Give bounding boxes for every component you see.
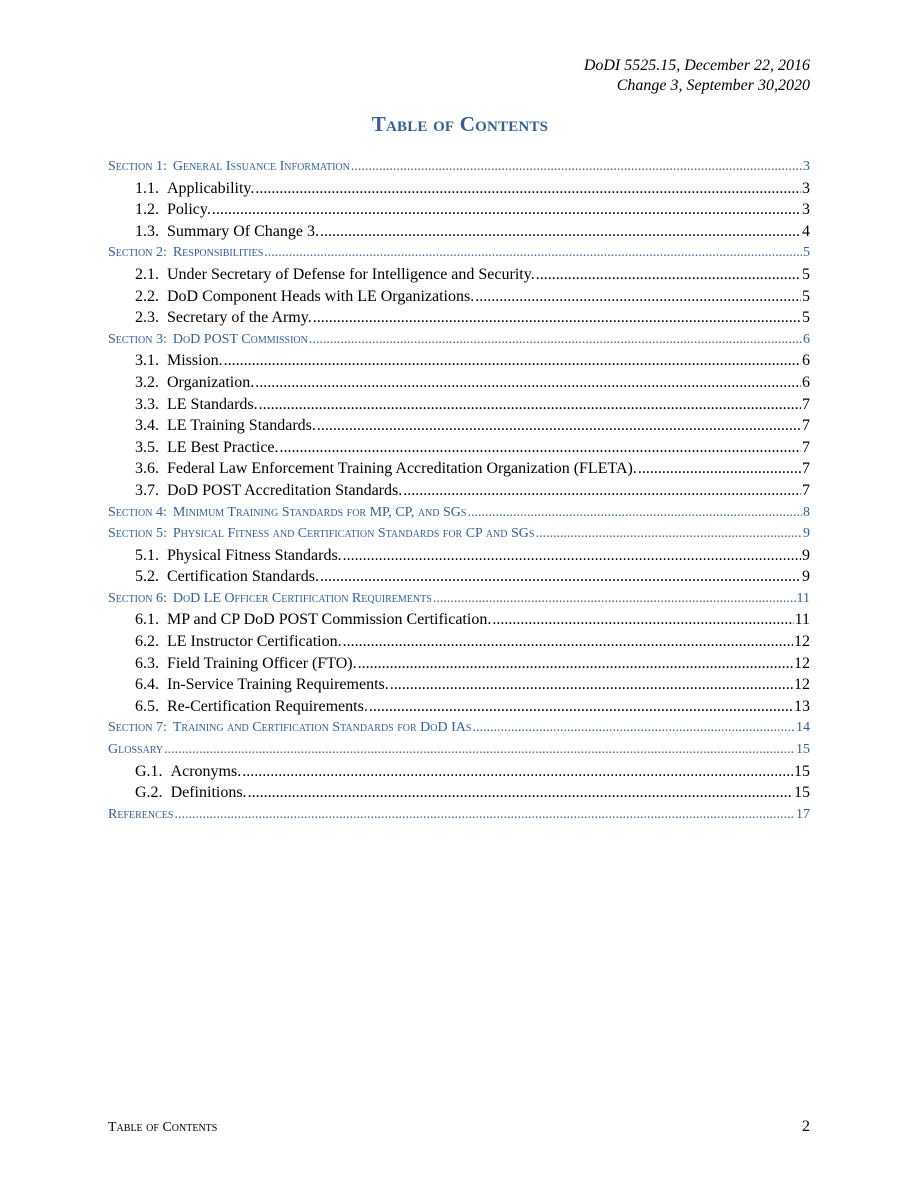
toc-entry-label: LE Best Practice. bbox=[167, 438, 279, 456]
toc-entry-page: 12 bbox=[794, 654, 810, 672]
toc-entry-label: Applicability. bbox=[167, 179, 255, 197]
toc-section-entry[interactable] bbox=[108, 156, 810, 178]
toc-entry-label: Physical Fitness and Certification Standards for CP and SGs bbox=[172, 526, 535, 542]
toc-dot-leader bbox=[264, 242, 802, 264]
toc-subsection-entry[interactable] bbox=[108, 350, 810, 372]
toc-dot-leader bbox=[320, 221, 801, 243]
toc-subsection-entry[interactable] bbox=[108, 761, 810, 783]
toc-dot-leader bbox=[248, 782, 793, 804]
toc-entry-number: 3.6. bbox=[135, 460, 159, 478]
toc-entry-page: 6 bbox=[802, 352, 810, 370]
toc-entry-label: Glossary bbox=[108, 742, 164, 758]
toc-entry-number: 2.1. bbox=[135, 265, 159, 283]
toc-subsection-entry[interactable] bbox=[108, 609, 810, 631]
toc-entry-number: 3.3. bbox=[135, 395, 159, 413]
toc-dot-leader bbox=[351, 156, 802, 178]
toc-entry-label: DoD POST Accreditation Standards. bbox=[167, 481, 403, 499]
toc-entry-number: 2.2. bbox=[135, 287, 159, 305]
toc-entry-number: G.1. bbox=[135, 762, 163, 780]
toc-subsection-entry[interactable] bbox=[108, 782, 810, 804]
toc-entry-label: Policy. bbox=[167, 201, 211, 219]
toc-dot-leader bbox=[492, 609, 793, 631]
toc-entry-label: DoD POST Commission bbox=[172, 331, 308, 347]
toc-entry-label: LE Standards. bbox=[167, 395, 258, 413]
toc-dot-leader bbox=[174, 804, 795, 826]
toc-dot-leader bbox=[369, 696, 793, 718]
toc-entry-page: 7 bbox=[802, 395, 810, 413]
toc-entry-page: 3 bbox=[802, 201, 810, 219]
toc-entry-page: 7 bbox=[802, 417, 810, 435]
toc-entry-number: 6.2. bbox=[135, 633, 159, 651]
toc-dot-leader bbox=[255, 178, 801, 200]
header-change-date: Change 3, September 30,2020 bbox=[616, 77, 810, 94]
toc-entry-number: Section 6: bbox=[108, 590, 167, 606]
toc-entry-page: 9 bbox=[802, 546, 810, 564]
toc-entry-label: Federal Law Enforcement Training Accreditation Organization (FLETA). bbox=[167, 460, 637, 478]
toc-entry-page: 11 bbox=[794, 611, 810, 629]
toc-entry-label: Responsibilities bbox=[172, 245, 264, 261]
toc-entry-label: Under Secretary of Defense for Intelligence and Security. bbox=[167, 265, 535, 283]
toc-entry-label: Re-Certification Requirements. bbox=[167, 697, 368, 715]
toc-subsection-entry[interactable] bbox=[108, 372, 810, 394]
toc-entry-page: 5 bbox=[802, 309, 810, 327]
toc-entry-label: Acronyms. bbox=[170, 762, 242, 780]
toc-entry-page: 6 bbox=[803, 331, 810, 347]
toc-entry-page: 6 bbox=[802, 373, 810, 391]
toc-dot-leader bbox=[475, 286, 801, 308]
toc-entry-number: 3.2. bbox=[135, 373, 159, 391]
toc-dot-leader bbox=[259, 394, 801, 416]
toc-entry-label: Field Training Officer (FTO). bbox=[167, 654, 357, 672]
toc-dot-leader bbox=[212, 199, 801, 221]
toc-entry-label: Definitions. bbox=[170, 784, 247, 802]
toc-entry-page: 8 bbox=[803, 504, 810, 520]
toc-subsection-entry[interactable] bbox=[108, 631, 810, 653]
toc-subsection-entry[interactable] bbox=[108, 415, 810, 437]
toc-entry-page: 13 bbox=[794, 697, 810, 715]
toc-entry-number: Section 2: bbox=[108, 245, 167, 261]
toc-dot-leader bbox=[164, 739, 795, 761]
toc-subsection-entry[interactable] bbox=[108, 264, 810, 286]
toc-dot-leader bbox=[343, 545, 801, 567]
toc-section-entry[interactable] bbox=[108, 717, 810, 739]
toc-entry-label: Training and Certification Standards for DoD IAs bbox=[172, 720, 472, 736]
toc-dot-leader bbox=[320, 566, 801, 588]
toc-entry-number: 3.5. bbox=[135, 438, 159, 456]
toc-subsection-entry[interactable] bbox=[108, 566, 810, 588]
toc-entry-page: 7 bbox=[802, 481, 810, 499]
toc-dot-leader bbox=[255, 372, 801, 394]
toc-entry-label: Organization. bbox=[167, 373, 255, 391]
toc-dot-leader bbox=[535, 523, 802, 545]
toc-entry-page: 9 bbox=[803, 526, 810, 542]
toc-subsection-entry[interactable] bbox=[108, 394, 810, 416]
toc-dot-leader bbox=[309, 329, 802, 351]
toc-entry-number: 5.1. bbox=[135, 546, 159, 564]
toc-entry-label: Physical Fitness Standards. bbox=[167, 546, 342, 564]
toc-subsection-entry[interactable] bbox=[108, 696, 810, 718]
toc-entry-label: MP and CP DoD POST Commission Certification. bbox=[167, 611, 492, 629]
toc-entry-page: 3 bbox=[802, 179, 810, 197]
toc-section-entry[interactable] bbox=[108, 523, 810, 545]
toc-subsection-entry[interactable] bbox=[108, 674, 810, 696]
toc-dot-leader bbox=[224, 350, 801, 372]
toc-subsection-entry[interactable] bbox=[108, 307, 810, 329]
toc-dot-leader bbox=[343, 631, 793, 653]
toc-dot-leader bbox=[638, 458, 801, 480]
toc-entry-number: 6.3. bbox=[135, 654, 159, 672]
toc-entry-page: 12 bbox=[794, 676, 810, 694]
toc-subsection-entry[interactable] bbox=[108, 653, 810, 675]
toc-entry-page: 12 bbox=[794, 633, 810, 651]
toc-entry-page: 5 bbox=[802, 265, 810, 283]
toc-subsection-entry[interactable] bbox=[108, 480, 810, 502]
toc-section-entry[interactable] bbox=[108, 502, 810, 524]
toc-entry-number: 3.1. bbox=[135, 352, 159, 370]
toc-dot-leader bbox=[358, 653, 793, 675]
toc-dot-leader bbox=[317, 415, 801, 437]
toc-entry-label: Mission. bbox=[167, 352, 223, 370]
toc-section-entry[interactable] bbox=[108, 804, 810, 826]
toc-subsection-entry[interactable] bbox=[108, 221, 810, 243]
toc-entry-number: Section 5: bbox=[108, 526, 167, 542]
toc-entry-label: In-Service Training Requirements. bbox=[167, 676, 389, 694]
toc-entry-page: 17 bbox=[796, 806, 810, 822]
toc-entry-label: Minimum Training Standards for MP, CP, and SGs bbox=[172, 504, 467, 520]
toc-entry-number: Section 4: bbox=[108, 504, 167, 520]
toc-entry-number: 3.7. bbox=[135, 481, 159, 499]
toc-subsection-entry[interactable] bbox=[108, 199, 810, 221]
toc-subsection-entry[interactable] bbox=[108, 178, 810, 200]
toc-subsection-entry[interactable] bbox=[108, 458, 810, 480]
toc-subsection-entry[interactable] bbox=[108, 286, 810, 308]
toc-section-entry[interactable] bbox=[108, 588, 810, 610]
toc-entry-page: 4 bbox=[802, 222, 810, 240]
toc-entry-label: References bbox=[108, 806, 174, 822]
toc-entry-number: 2.3. bbox=[135, 309, 159, 327]
toc-section-entry[interactable] bbox=[108, 739, 810, 761]
page-footer bbox=[108, 1118, 810, 1136]
toc-dot-leader bbox=[280, 437, 801, 459]
toc-subsection-entry[interactable] bbox=[108, 437, 810, 459]
toc-dot-leader bbox=[313, 307, 801, 329]
toc-entry-page: 7 bbox=[802, 460, 810, 478]
toc-section-entry[interactable] bbox=[108, 329, 810, 351]
toc-entry-number: 6.5. bbox=[135, 697, 159, 715]
toc-entry-number: 1.2. bbox=[135, 201, 159, 219]
toc-dot-leader bbox=[433, 588, 796, 610]
footer-title: Table of Contents bbox=[108, 1120, 218, 1135]
toc-entry-number: 6.1. bbox=[135, 611, 159, 629]
toc-dot-leader bbox=[472, 717, 795, 739]
toc-entry-page: 15 bbox=[796, 742, 810, 758]
toc-entry-page: 7 bbox=[802, 438, 810, 456]
document-header bbox=[584, 56, 810, 96]
toc-subsection-entry[interactable] bbox=[108, 545, 810, 567]
toc-entry-number: Section 1: bbox=[108, 159, 167, 174]
toc-entry-page: 15 bbox=[794, 762, 810, 780]
toc-entry-page: 11 bbox=[796, 590, 810, 606]
toc-dot-leader bbox=[536, 264, 801, 286]
toc-dot-leader bbox=[403, 480, 801, 502]
toc-entry-number: Section 3: bbox=[108, 331, 167, 347]
toc-entry-label: General Issuance Information bbox=[172, 159, 350, 174]
page-title: Table of Contents bbox=[371, 112, 549, 136]
toc-entry-page: 5 bbox=[803, 245, 810, 261]
toc-entry-page: 9 bbox=[802, 568, 810, 586]
toc-entry-label: LE Instructor Certification. bbox=[167, 633, 342, 651]
toc-dot-leader bbox=[390, 674, 793, 696]
toc-entry-label: DoD Component Heads with LE Organizations. bbox=[167, 287, 475, 305]
toc-entry-label: DoD LE Officer Certification Requirements bbox=[172, 590, 432, 606]
toc-entry-label: Secretary of the Army. bbox=[167, 309, 312, 327]
toc-entry-number: G.2. bbox=[135, 784, 163, 802]
toc-entry-number: 1.1. bbox=[135, 179, 159, 197]
toc-section-entry[interactable] bbox=[108, 242, 810, 264]
toc-entry-number: 3.4. bbox=[135, 417, 159, 435]
footer-page-number: 2 bbox=[802, 1118, 810, 1135]
toc-entry-label: LE Training Standards. bbox=[167, 417, 316, 435]
toc-entry-number: 5.2. bbox=[135, 568, 159, 586]
toc-entry-page: 3 bbox=[803, 159, 810, 174]
toc-entry-label: Certification Standards. bbox=[167, 568, 319, 586]
toc-entry-number: Section 7: bbox=[108, 720, 167, 736]
table-of-contents bbox=[108, 156, 810, 825]
toc-entry-page: 15 bbox=[794, 784, 810, 802]
header-document-id: DoDI 5525.15, December 22, 2016 bbox=[583, 57, 810, 74]
toc-dot-leader bbox=[242, 761, 793, 783]
toc-dot-leader bbox=[467, 502, 802, 524]
toc-entry-label: Summary Of Change 3. bbox=[167, 222, 319, 240]
toc-entry-page: 14 bbox=[796, 720, 810, 736]
toc-entry-page: 5 bbox=[802, 287, 810, 305]
toc-entry-number: 1.3. bbox=[135, 222, 159, 240]
toc-entry-number: 6.4. bbox=[135, 676, 159, 694]
